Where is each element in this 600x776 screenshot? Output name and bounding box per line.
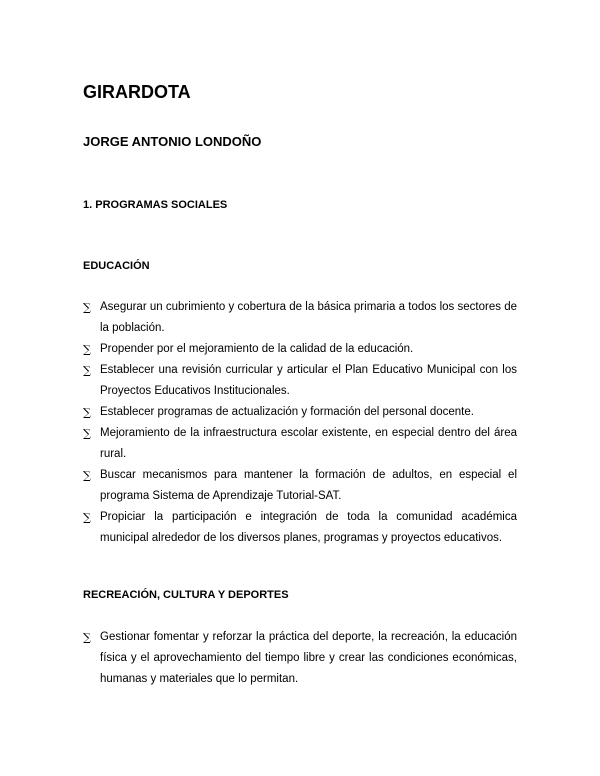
bullet-icon: ∑ bbox=[83, 301, 91, 314]
list-item-text: Propiciar la participación e integración de toda la comunidad académica municipal alrededor de los diversos planes, programas y proyectos educativos. bbox=[100, 511, 517, 544]
section-heading-educacion: EDUCACIÓN bbox=[83, 260, 150, 272]
document-title: GIRARDOTA bbox=[83, 82, 191, 102]
list-item bbox=[83, 627, 517, 690]
recreation-list bbox=[83, 627, 517, 690]
list-item bbox=[83, 423, 517, 465]
list-item bbox=[83, 465, 517, 507]
bullet-icon: ∑ bbox=[83, 511, 91, 524]
section-heading-programas-sociales: 1. PROGRAMAS SOCIALES bbox=[83, 199, 228, 211]
list-item-text: Propender por el mejoramiento de la calidad de la educación. bbox=[100, 343, 414, 355]
bullet-icon: ∑ bbox=[83, 469, 91, 482]
list-item-text: Establecer una revisión curricular y articular el Plan Educativo Municipal con los Proyectos Educativos Institucionales. bbox=[100, 364, 517, 397]
list-item-text: Buscar mecanismos para mantener la formación de adultos, en especial el programa Sistema de Aprendizaje Tutorial-SAT. bbox=[100, 469, 517, 502]
bullet-icon: ∑ bbox=[83, 427, 91, 440]
list-item-text: Establecer programas de actualización y formación del personal docente. bbox=[100, 406, 474, 418]
bullet-icon: ∑ bbox=[83, 406, 91, 419]
education-list bbox=[83, 297, 517, 549]
bullet-icon: ∑ bbox=[83, 343, 91, 356]
list-item bbox=[83, 297, 517, 339]
list-item bbox=[83, 402, 517, 423]
list-item-text: Asegurar un cubrimiento y cobertura de la básica primaria a todos los sectores de la población. bbox=[100, 301, 517, 334]
author-name: JORGE ANTONIO LONDOÑO bbox=[83, 134, 262, 149]
list-item-text: Gestionar fomentar y reforzar la práctica del deporte, la recreación, la educación física y el aprovechamiento del tiempo libre y crear las condiciones económicas, humanas y materiales que lo permitan. bbox=[100, 631, 517, 685]
list-item bbox=[83, 507, 517, 549]
bullet-icon: ∑ bbox=[83, 631, 91, 644]
list-item bbox=[83, 339, 517, 360]
list-item bbox=[83, 360, 517, 402]
list-item-text: Mejoramiento de la infraestructura escolar existente, en especial dentro del área rural. bbox=[100, 427, 517, 460]
section-heading-recreacion: RECREACIÓN, CULTURA Y DEPORTES bbox=[83, 589, 289, 601]
bullet-icon: ∑ bbox=[83, 364, 91, 377]
